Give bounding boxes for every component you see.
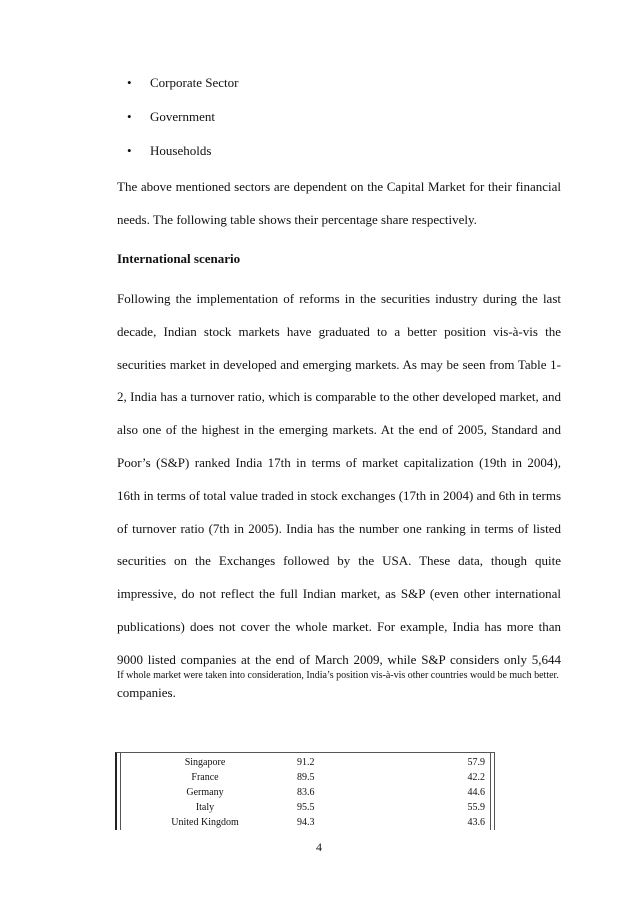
table-cell: 89.5 (297, 772, 315, 783)
table-cell: 83.6 (297, 787, 315, 798)
bullet-text: Government (150, 109, 215, 124)
table-cell: United Kingdom (171, 817, 239, 828)
table-border (120, 753, 121, 830)
table-cell: 91.2 (297, 757, 315, 768)
bullet-icon: • (127, 143, 132, 158)
list-item (118, 134, 558, 168)
table-cell: 43.6 (467, 817, 485, 828)
table-row (125, 815, 485, 830)
conclusion-paragraph: If whole market were taken into consideration, India’s position vis-à-vis other countries would be much better. (117, 670, 559, 681)
page-number: 4 (316, 840, 322, 854)
list-item (118, 66, 558, 100)
sector-bullet-list (118, 66, 558, 168)
table-row (125, 755, 485, 770)
table-cell: Singapore (184, 757, 226, 768)
table-cell: 42.2 (467, 772, 485, 783)
table-row (125, 770, 485, 785)
table-cell: Germany (186, 787, 224, 798)
table-row (125, 785, 485, 800)
table-cell: Italy (195, 802, 215, 813)
table-cell: France (191, 772, 219, 783)
bullet-text: Households (150, 143, 212, 158)
intro-paragraph: The above mentioned sectors are dependent on the Capital Market for their financial needs. The following table shows their percentage share respectively. (117, 179, 561, 227)
table-row (125, 800, 485, 815)
body-paragraph: Following the implementation of reforms in the securities industry during the last decade, Indian stock markets have graduated to a better position vis-à-vis the securities market in developed and emerging markets. As may be seen from Table 1-2, India has a turnover ratio, which is comparable to the other developed market, and also one of the highest in the emerging markets. At the end of 2005, Standard and Poor’s (S&P) ranked India 17th in terms of market capitalization (19th in 2004), 16th in terms of total value traded in stock exchanges (17th in 2004) and 6th in terms of turnover ratio (7th in 2005). India has the number one ranking in terms of listed securities on the Exchanges followed by the USA. These data, though quite impressive, do not reflect the full Indian market, as S&P (even other international publications) does not cover the whole market. For example, India has more than 9000 listed companies at the end of March 2009, while S&P considers only 5,644 companies. (117, 291, 561, 700)
table-border (490, 753, 491, 830)
table-cell: 44.6 (467, 787, 485, 798)
bullet-icon: • (127, 109, 132, 124)
table-cell: 94.3 (297, 817, 315, 828)
data-table-frame (115, 752, 495, 830)
table-cell: 95.5 (297, 802, 315, 813)
section-heading: International scenario (117, 251, 241, 266)
table-cell: 55.9 (467, 802, 485, 813)
list-item (118, 100, 558, 134)
bullet-text: Corporate Sector (150, 75, 239, 90)
bullet-icon: • (127, 75, 132, 90)
table-cell: 57.9 (467, 757, 485, 768)
country-table (125, 755, 485, 830)
